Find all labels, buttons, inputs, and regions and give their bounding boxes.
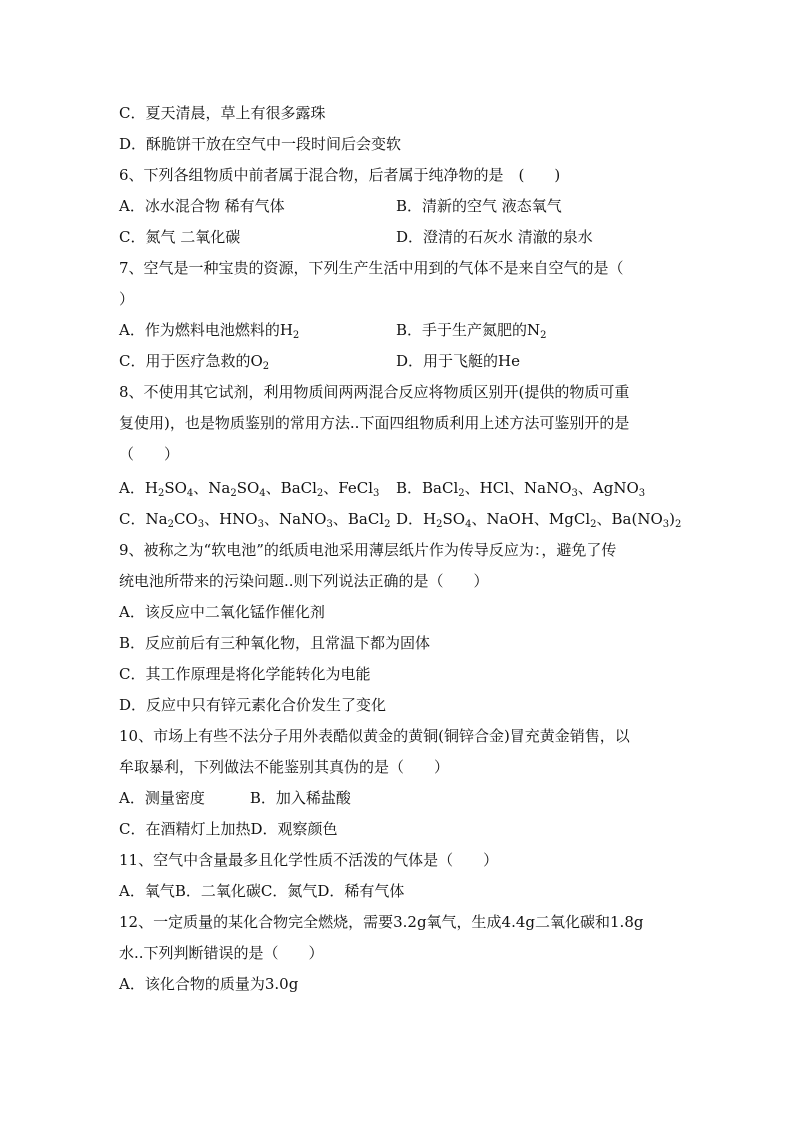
q6-option-d: D．澄清的石灰水 清澈的泉水 xyxy=(396,228,593,246)
q8-option-d: D．$H_2SO_4$、NaOH、MgCl$_2$、$Ba(NO_3)_2$ xyxy=(396,510,682,530)
q10-stem: 10、市场上有些不法分子用外表酷似黄金的黄铜(铜锌合金)冒充黄金销售，以 xyxy=(119,727,630,745)
q5-option-d: D．酥脆饼干放在空气中一段时间后会变软 xyxy=(119,135,402,153)
q9-option-a: A．该反应中二氧化锰作催化剂 xyxy=(119,603,325,621)
q10-options-cd: C．在酒精灯上加热D．观察颜色 xyxy=(119,820,338,838)
q11-options: A．氧气B．二氧化碳C．氮气D．稀有气体 xyxy=(119,882,405,900)
q5-option-c: C．夏天清晨，草上有很多露珠 xyxy=(119,104,326,122)
q6-option-a: A．冰水混合物 稀有气体 xyxy=(119,197,285,215)
q9-option-d: D．反应中只有锌元素化合价发生了变化 xyxy=(119,696,387,714)
q7-option-a: A．作为燃料电池燃料的$H_2$ xyxy=(119,321,300,341)
q7-option-c: C．用于医疗急救的$O_2$ xyxy=(119,352,270,372)
q10-stem-cont: 牟取暴利，下列做法不能鉴别其真伪的是（ ） xyxy=(119,758,450,776)
q8-stem: 8、不使用其它试剂，利用物质间两两混合反应将物质区别开(提供的物质可重 xyxy=(119,383,630,401)
q6-stem: 6、下列各组物质中前者属于混合物，后者属于纯净物的是 ( ) xyxy=(119,166,561,184)
q7-stem: 7、空气是一种宝贵的资源，下列生产生活中用到的气体不是来自空气的是（ xyxy=(119,259,624,277)
q6-option-b: B．清新的空气 液态氧气 xyxy=(396,197,562,215)
q8-stem-cont: 复使用)，也是物质鉴别的常用方法..下面四组物质利用上述方法可鉴别开的是 xyxy=(119,414,630,432)
q6-option-c: C．氮气 二氧化碳 xyxy=(119,228,241,246)
q11-stem: 11、空气中含量最多且化学性质不活泼的气体是（ ） xyxy=(119,851,499,869)
q12-option-a: A．该化合物的质量为3.0g xyxy=(119,975,299,993)
q7-stem-cont: ） xyxy=(119,290,135,308)
q10-options-ab: A．测量密度 B．加入稀盐酸 xyxy=(119,789,351,807)
q12-stem-cont: 水..下列判断错误的是（ ） xyxy=(119,944,324,962)
q8-option-a: A．$H_2SO_4$、$Na_2SO_4$、BaCl$_2$、FeCl$_3$ xyxy=(119,479,380,499)
q8-option-c: C．$Na_2CO_3$、$HNO_3$、NaNO$_3$、BaCl$_2$ xyxy=(119,510,391,530)
q7-option-b: B．手于生产氮肥的$N_2$ xyxy=(396,321,547,341)
q7-option-d: D．用于飞艇的He xyxy=(396,352,520,370)
q8-stem-blank: （ ） xyxy=(119,445,180,463)
q9-option-c: C．其工作原理是将化学能转化为电能 xyxy=(119,665,371,683)
q9-stem-cont: 统电池所带来的污染问题..则下列说法正确的是（ ） xyxy=(119,572,489,590)
q9-option-b: B．反应前后有三种氧化物，且常温下都为固体 xyxy=(119,634,431,652)
q9-stem: 9、被称之为“软电池”的纸质电池采用薄层纸片作为传导反应为：，避免了传 xyxy=(119,541,617,559)
q8-option-b: B．BaCl$_2$、HCl、NaNO$_3$、AgNO$_3$ xyxy=(396,479,646,499)
q12-stem: 12、一定质量的某化合物完全燃烧，需要3.2g氧气，生成4.4g二氧化碳和1.8g xyxy=(119,913,644,931)
